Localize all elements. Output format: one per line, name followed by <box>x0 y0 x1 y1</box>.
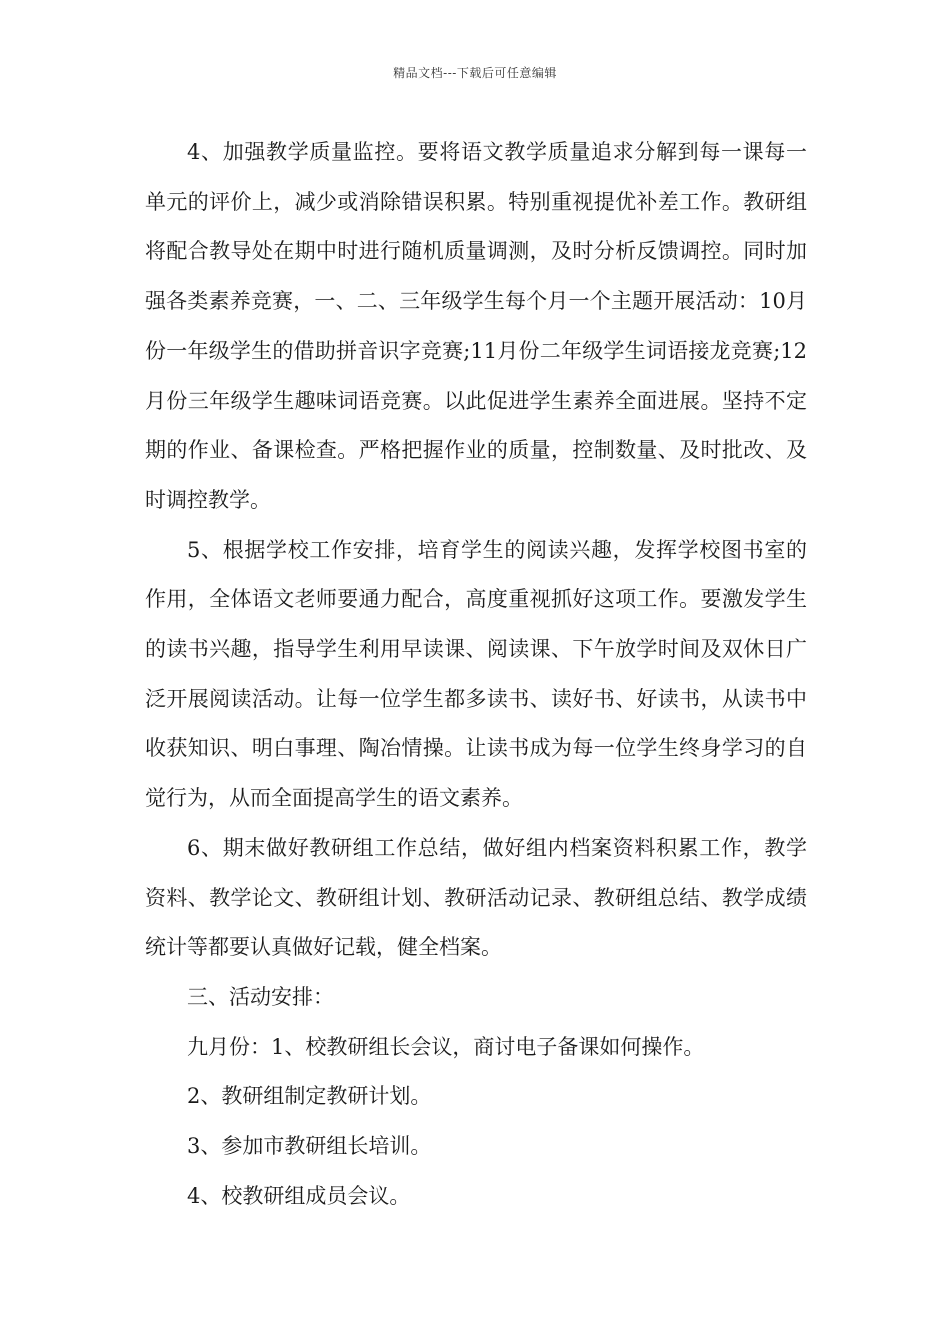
paragraph-term-summary: 6、期末做好教研组工作总结，做好组内档案资料积累工作，教学资料、教学论文、教研组计划、教研活动记录、教研组总结、教学成绩统计等都要认真做好记载，健全档案。 <box>145 835 807 960</box>
page-header: 精品文档---下载后可任意编辑 <box>393 66 557 80</box>
activity-item-september-1: 九月份：1、校教研组长会议，商讨电子备课如何操作。 <box>187 1034 705 1059</box>
document-body <box>145 128 807 1221</box>
paragraph-quality-monitoring: 4、加强教学质量监控。要将语文教学质量追求分解到每一课每一单元的评价上，减少或消除错误积累。特别重视提优补差工作。教研组将配合教导处在期中时进行随机质量调测，及时分析反馈调控。同时加强各类素养竞赛，一、二、三年级学生每个月一个主题开展活动：10月份一年级学生的借助拼音识字竞赛;11月份二年级学生词语接龙竞赛;12月份三年级学生趣味词语竞赛。以此促进学生素养全面进展。坚持不定期的作业、备课检查。严格把握作业的质量，控制数量、及时批改、及时调控教学。 <box>145 140 807 512</box>
section-heading-activities: 三、活动安排： <box>187 984 334 1009</box>
paragraph-reading-interest: 5、根据学校工作安排，培育学生的阅读兴趣，发挥学校图书室的作用，全体语文老师要通力配合，高度重视抓好这项工作。要激发学生的读书兴趣，指导学生利用早读课、阅读课、下午放学时间及双休日广泛开展阅读活动。让每一位学生都多读书、读好书、好读书，从读书中收获知识、明白事理、陶冶情操。让读书成为每一位学生终身学习的自觉行为，从而全面提高学生的语文素养。 <box>145 537 807 811</box>
activity-item-4: 4、校教研组成员会议。 <box>187 1183 411 1208</box>
activity-item-3: 3、参加市教研组长培训。 <box>187 1134 432 1159</box>
activity-item-2: 2、教研组制定教研计划。 <box>187 1084 432 1109</box>
